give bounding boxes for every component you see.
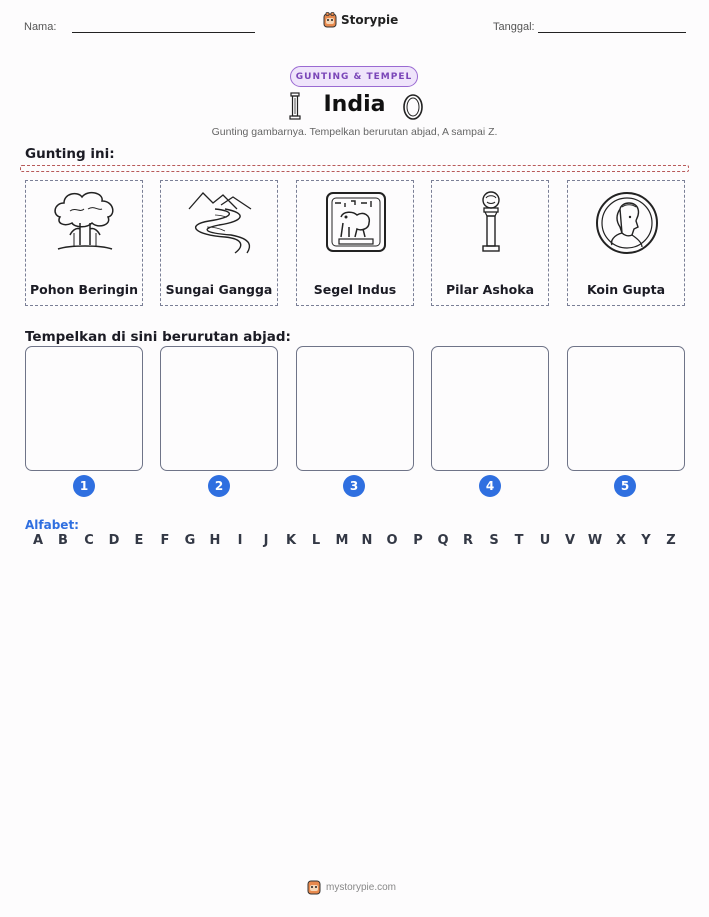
indus-seal-icon <box>321 187 391 259</box>
alphabet-letter: W <box>587 533 603 548</box>
date-field-line[interactable] <box>538 32 686 33</box>
alphabet-letter: D <box>108 533 120 548</box>
cut-card-ganges[interactable] <box>160 180 278 306</box>
instructions: Gunting gambarnya. Tempelkan berurutan abjad, A sampai Z. <box>211 126 498 138</box>
cut-card-indus-seal[interactable] <box>296 180 414 306</box>
alphabet-letter: F <box>160 533 170 548</box>
alphabet-letter: O <box>386 533 398 548</box>
paste-slot-3[interactable] <box>296 346 414 471</box>
ganges-river-icon <box>185 187 255 259</box>
alphabet-letter: Q <box>437 533 449 548</box>
page-title: India <box>323 92 386 117</box>
alphabet-heading: Alfabet: <box>25 518 79 532</box>
alphabet-letter: M <box>335 533 349 548</box>
storypie-mascot-icon <box>307 879 321 895</box>
alphabet-letter: Y <box>641 533 651 548</box>
ashoka-pillar-icon <box>456 187 526 259</box>
banyan-tree-icon <box>50 187 120 259</box>
alphabet-letter: R <box>462 533 473 548</box>
alphabet-letter: X <box>615 533 627 548</box>
cut-card-ashoka-pillar[interactable] <box>431 180 549 306</box>
alphabet-letter: G <box>184 533 196 548</box>
paste-slot-1[interactable] <box>25 346 143 471</box>
alphabet-letter: P <box>413 533 423 548</box>
coin-icon <box>402 93 424 121</box>
alphabet-letter: K <box>285 533 297 548</box>
card-label: Pilar Ashoka <box>445 282 535 297</box>
activity-badge: GUNTING & TEMPEL <box>290 66 418 87</box>
slot-number-badge: 4 <box>479 475 501 497</box>
cut-card-banyan[interactable] <box>25 180 143 306</box>
alphabet-letter: Z <box>666 533 676 548</box>
alphabet-letter: S <box>489 533 499 548</box>
alphabet-letter: A <box>32 533 44 548</box>
alphabet-letter: H <box>209 533 221 548</box>
paste-slot-5[interactable] <box>567 346 685 471</box>
card-label: Koin Gupta <box>586 282 666 297</box>
slot-number-badge: 5 <box>614 475 636 497</box>
alphabet-letter: T <box>514 533 524 548</box>
slot-number-badge: 3 <box>343 475 365 497</box>
storypie-mascot-icon <box>323 12 337 28</box>
name-label: Nama: <box>24 21 57 33</box>
footer <box>307 879 396 895</box>
name-field-line[interactable] <box>72 32 255 33</box>
alphabet-letter: B <box>58 533 68 548</box>
alphabet-letter: V <box>564 533 576 548</box>
card-label: Pohon Beringin <box>30 282 138 297</box>
alphabet-letter: L <box>311 533 321 548</box>
alphabet-letter: N <box>361 533 373 548</box>
paste-slot-4[interactable] <box>431 346 549 471</box>
slot-number-badge: 1 <box>73 475 95 497</box>
paste-slot-2[interactable] <box>160 346 278 471</box>
cut-section-heading: Gunting ini: <box>25 146 115 162</box>
cut-card-gupta-coin[interactable] <box>567 180 685 306</box>
storypie-logo <box>323 12 398 28</box>
alphabet-letter: E <box>134 533 144 548</box>
alphabet-letter: J <box>263 533 269 548</box>
slot-number-badge: 2 <box>208 475 230 497</box>
card-label: Segel Indus <box>313 282 397 297</box>
alphabet-letter: U <box>539 533 551 548</box>
card-label: Sungai Gangga <box>165 282 273 297</box>
date-label: Tanggal: <box>493 21 535 33</box>
alphabet-letter: I <box>237 533 243 548</box>
alphabet-letter: C <box>84 533 94 548</box>
paste-section-heading: Tempelkan di sini berurutan abjad: <box>25 329 291 345</box>
footer-url[interactable]: mystorypie.com <box>326 881 397 893</box>
brand-name: Storypie <box>341 13 399 27</box>
gupta-coin-icon <box>592 187 662 259</box>
cut-line <box>20 165 689 172</box>
